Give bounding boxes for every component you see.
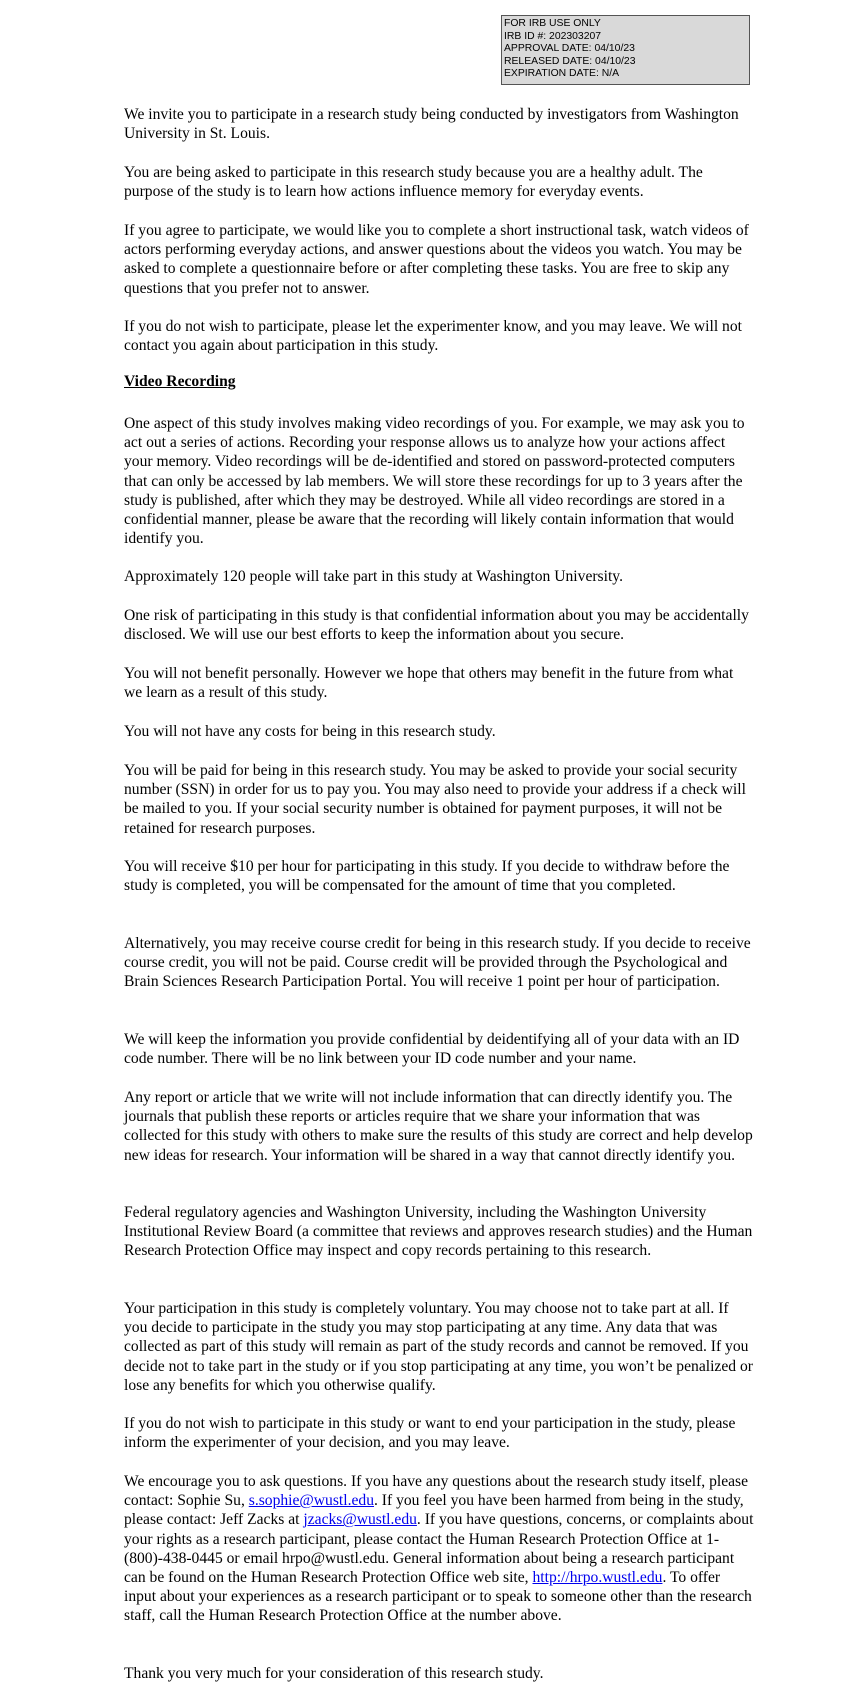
- paragraph-video-recording: One aspect of this study involves making video recordings of you. For example, we may ask you to act out a series of actions. Recording your response allows us to analyze how your actions affect your memory. Video recordings will be de-identified and stored on password-protected computers that can only be accessed by lab members. We will store these recordings for up to 3 years after the study is published, after which they may be destroyed. While all video recordings are stored in a confidential manner, please be aware that the recording will likely contain information that would identify you.: [124, 415, 745, 548]
- video-recording-heading: Video Recording: [124, 373, 236, 390]
- irb-released-date: RELEASED DATE: 04/10/23: [504, 55, 636, 67]
- contact-text-3: . If you have questions, concerns, or complaints about your rights as a research participant, please contact the Human Research Protection Office at 1-(800)-438-0445 or email hrpo@wustl.edu. General information about being a research participant can be found on the Human Research Protection Office web site,: [124, 1511, 754, 1587]
- paragraph-benefits: You will not benefit personally. However we hope that others may benefit in the future from what we learn as a result of this study.: [124, 665, 734, 702]
- irb-approval-date: APPROVAL DATE: 04/10/23: [504, 43, 635, 55]
- contact-text-4: . To offer input about your experiences as a research participant or to speak to someone other than the research staff, call the Human Research Protection Office at the number above.: [124, 1569, 752, 1625]
- irb-id-line: IRB ID #: 202303207: [504, 30, 602, 42]
- paragraph-voluntary: Your participation in this study is completely voluntary. You may choose not to take part at all. If you decide to participate in the study you may stop participating at any time. Any data that was collected as part of this study will remain as part of the study records and cannot be removed. If you decide not to take part in the study or if you stop participating at any time, you won’t be penalized or lose any benefits for which you otherwise qualify.: [124, 1300, 753, 1394]
- paragraph-risks: One risk of participating in this study is that confidential information about you may be accidentally disclosed. We will use our best efforts to keep the information about you secure.: [124, 607, 749, 644]
- hrpo-website-link[interactable]: http://hrpo.wustl.edu: [532, 1569, 663, 1587]
- paragraph-costs: You will not have any costs for being in this research study.: [124, 723, 496, 740]
- paragraph-compensation: You will receive $10 per hour for participating in this study. If you decide to withdraw before the study is completed, you will be compensated for the amount of time that you completed.: [124, 858, 730, 895]
- paragraph-contact: [124, 1472, 754, 1626]
- email-link-sophie[interactable]: s.sophie@wustl.edu: [248, 1492, 374, 1510]
- irb-expiration-date: EXPIRATION DATE: N/A: [504, 68, 620, 80]
- paragraph-payment: You will be paid for being in this research study. You may be asked to provide your social security number (SSN) in order for us to pay you. You may also need to provide your address if a check will be mailed to you. If your social security number is obtained for payment purposes, it will not be retained for research purposes.: [124, 762, 746, 837]
- closing-thanks: Thank you very much for your consideration of this research study.: [124, 1665, 544, 1682]
- contact-text-2: . If you feel you have been harmed from being in the study, please contact: Jeff Zacks at: [124, 1492, 744, 1529]
- irb-stamp: [501, 15, 750, 85]
- irb-stamp-line: FOR IRB USE ONLY: [504, 18, 601, 29]
- paragraph-reports: Any report or article that we write will not include information that can directly identify you. The journals that publish these reports or articles require that we share your information that was collected for this study with others to make sure the results of this study are correct and help develop new ideas for research. Your information will be shared in a way that cannot directly identify you.: [124, 1089, 753, 1164]
- intro-paragraph-procedure: If you agree to participate, we would like you to complete a short instructional task, watch videos of actors performing everyday actions, and answer questions about the videos you watch. You may be asked to complete a questionnaire before or after completing these tasks. You are free to skip any questions that you prefer not to answer.: [124, 222, 749, 297]
- intro-paragraph-purpose: You are being asked to participate in this research study because you are a healthy adult. The purpose of the study is to learn how actions influence memory for everyday events.: [124, 164, 703, 201]
- contact-text-1: We encourage you to ask questions. If you have any questions about the research study itself, please contact: Sophie Su,: [124, 1473, 749, 1510]
- paragraph-participant-count: Approximately 120 people will take part in this study at Washington University.: [124, 568, 623, 585]
- intro-paragraph-invite: We invite you to participate in a research study being conducted by investigators from Washington University in St. Louis.: [124, 106, 739, 143]
- email-link-jzacks[interactable]: jzacks@wustl.edu: [303, 1511, 417, 1529]
- paragraph-regulatory-access: Federal regulatory agencies and Washington University, including the Washington University Institutional Review Board (a committee that reviews and approves research studies) and the Human Research Protection Office may inspect and copy records pertaining to this research.: [124, 1204, 753, 1260]
- paragraph-withdraw: If you do not wish to participate in this study or want to end your participation in the study, please inform the experimenter of your decision, and you may leave.: [124, 1415, 736, 1452]
- intro-paragraph-decline: If you do not wish to participate, please let the experimenter know, and you may leave. We will not contact you again about participation in this study.: [124, 318, 742, 355]
- paragraph-course-credit: Alternatively, you may receive course credit for being in this research study. If you decide to receive course credit, you will not be paid. Course credit will be provided through the Psychological and Brain Sciences Research Participation Portal. You will receive 1 point per hour of participation.: [124, 935, 751, 991]
- paragraph-confidentiality: We will keep the information you provide confidential by deidentifying all of your data with an ID code number. There will be no link between your ID code number and your name.: [124, 1031, 740, 1068]
